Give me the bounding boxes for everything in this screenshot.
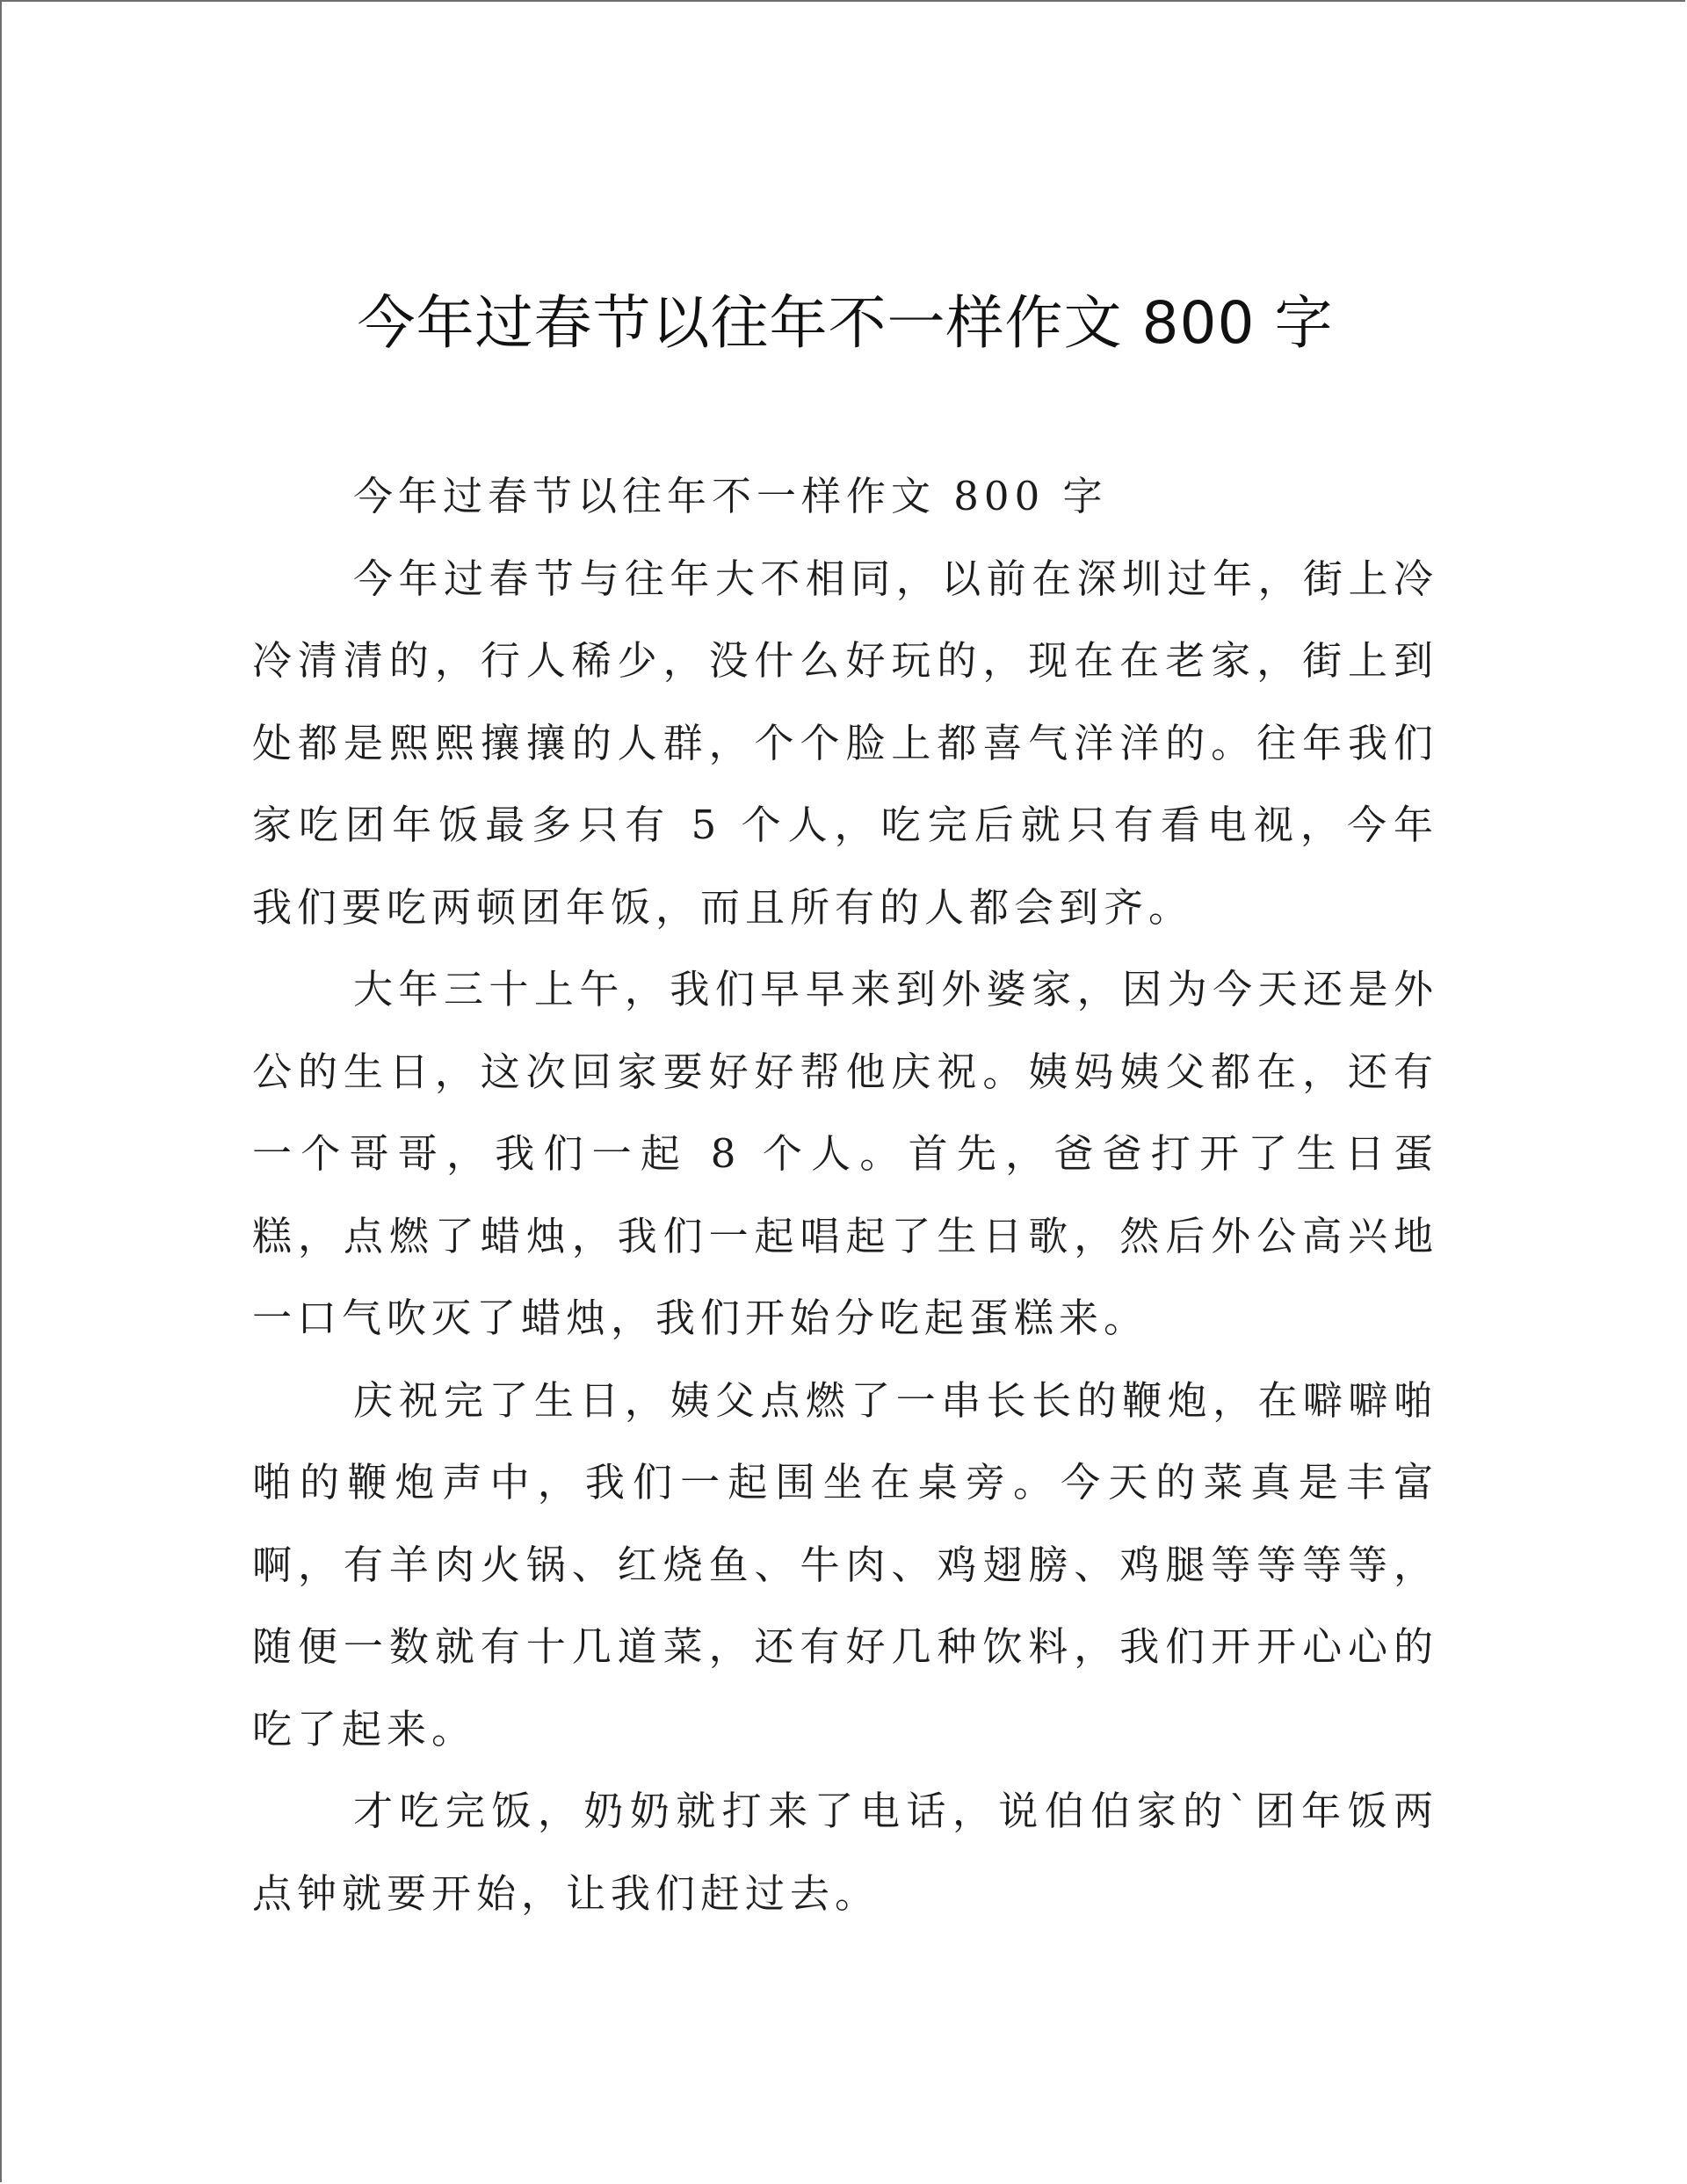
paragraph-3: 庆祝完了生日，姨父点燃了一串长长的鞭炮，在噼噼啪啪的鞭炮声中，我们一起围坐在桌旁。今天的菜真是丰富啊，有羊肉火锅、红烧鱼、牛肉、鸡翅膀、鸡腿等等等等，随便一数就有十几道菜，还有好几种饮料，我们开开心心的吃了起来。 [252, 1376, 1438, 1752]
paragraph-1: 今年过春节与往年大不相同，以前在深圳过年，街上冷冷清清的，行人稀少，没什么好玩的，现在在老家，街上到处都是熙熙攘攘的人群，个个脸上都喜气洋洋的。往年我们家吃团年饭最多只有 5 个人，吃完后就只有看电视，今年我们要吃两顿团年饭，而且所有的人都会到齐。 [252, 555, 1438, 931]
document-body [252, 455, 1438, 1934]
paragraph-2: 大年三十上午，我们早早来到外婆家，因为今天还是外公的生日，这次回家要好好帮他庆祝。姨妈姨父都在，还有一个哥哥，我们一起 8 个人。首先，爸爸打开了生日蛋糕，点燃了蜡烛，我们一起唱起了生日歌，然后外公高兴地一口气吹灭了蜡烛，我们开始分吃起蛋糕来。 [252, 966, 1438, 1341]
paragraph-subtitle: 今年过春节以往年不一样作文 800 字 [353, 473, 1108, 519]
paragraph-4: 才吃完饭，奶奶就打来了电话，说伯伯家的`团年饭两点钟就要开始，让我们赶过去。 [252, 1788, 1438, 1917]
document-title: 今年过春节以往年不一样作文 800 字 [357, 289, 1334, 357]
